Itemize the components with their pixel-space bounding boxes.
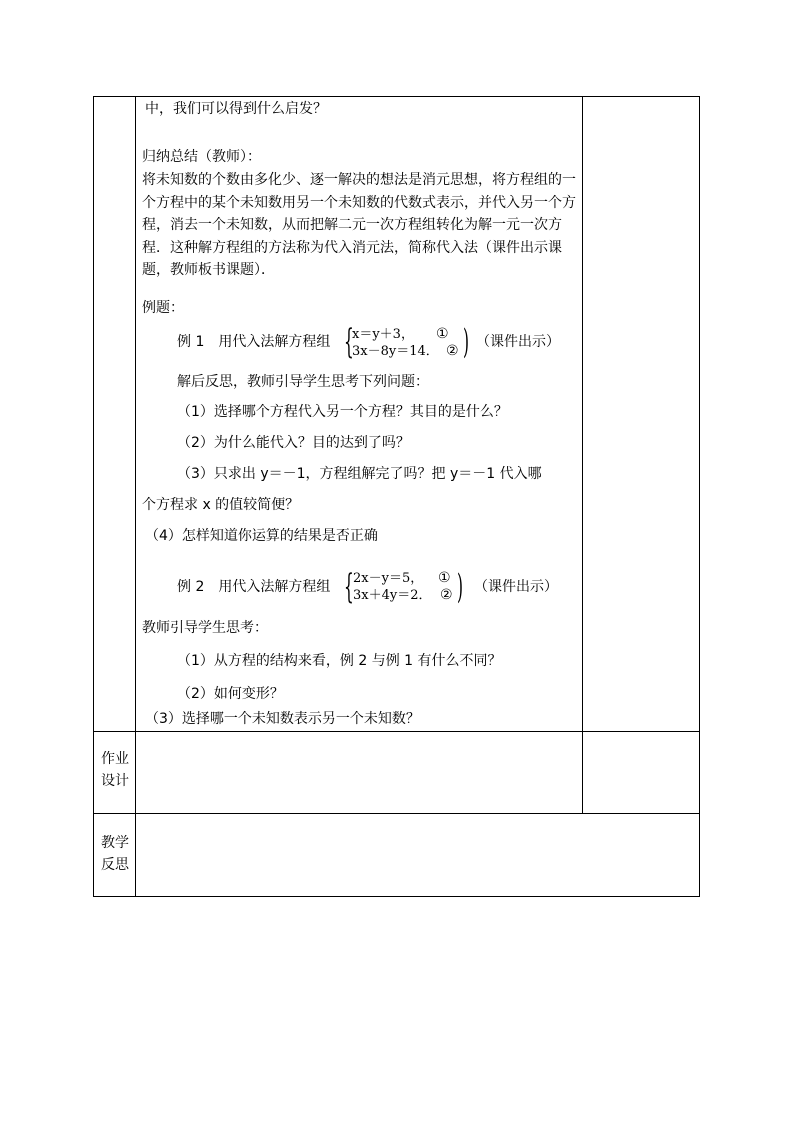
example2-eq2: 3x＋4y＝2． <box>353 588 432 603</box>
example2-label: 例 2 用代入法解方程组 <box>177 579 331 595</box>
question-2: （2）为什么能代入？目的达到了吗？ <box>177 435 410 451</box>
example2-mark2: ② <box>440 587 453 603</box>
question-3-line1: （3）只求出 y＝－1，方程组解完了吗？把 y＝－1 代入哪 <box>177 466 542 482</box>
table-bottom-border <box>93 896 700 897</box>
examples-title: 例题： <box>142 300 184 316</box>
summary-title: 归纳总结（教师）： <box>142 149 261 165</box>
reflection-label-line1: 教学 <box>101 835 129 851</box>
summary-paragraph: 将未知数的个数由多化少、逐一解决的想法是消元思想，将方程组的一个方程中的某个未知数用另一个未知数的代数式表示，并代入另一个方程，消去一个未知数，从而把解二元一次方程组转化为解一元一次方程．这种解方程组的方法称为代入消元法，简称代入法（课件出示课题，教师板书课题）． <box>142 172 576 278</box>
table-top-border <box>93 96 700 97</box>
question-4: （4）怎样知道你运算的结果是否正确 <box>145 528 378 544</box>
column-divider-notes <box>582 96 583 814</box>
example1-right-bracket: ) <box>463 322 469 362</box>
example2-mark1: ① <box>438 570 451 586</box>
question-3-line2: 个方程求 x 的值较简便？ <box>142 497 300 513</box>
example2-left-brace: { <box>344 567 354 607</box>
reflection-intro: 解后反思，教师引导学生思考下列问题： <box>177 374 429 390</box>
homework-label-line2: 设计 <box>101 773 129 789</box>
example1-label: 例 1 用代入法解方程组 <box>177 334 331 350</box>
example1-note: （课件出示） <box>476 334 560 350</box>
intro-line: 中，我们可以得到什么启发？ <box>145 101 327 117</box>
table-left-border <box>93 96 94 897</box>
example2-eq1: 2x－y＝5， <box>353 571 424 586</box>
example2-note: （课件出示） <box>474 579 558 595</box>
homework-label-line1: 作业 <box>101 751 129 767</box>
example1-eq2: 3x－8y＝14． <box>352 344 439 359</box>
question-1: （1）选择哪个方程代入另一个方程？其目的是什么？ <box>177 404 508 420</box>
reflection-label-line2: 反思 <box>101 857 129 873</box>
example2-right-bracket: ) <box>457 567 463 607</box>
guide-question-1: （1）从方程的结构来看，例 2 与例 1 有什么不同？ <box>177 653 502 669</box>
example1-eq1: x＝y＋3， <box>352 327 414 342</box>
teacher-guide: 教师引导学生思考： <box>142 620 268 636</box>
example1-left-brace: { <box>344 322 354 362</box>
column-divider-label <box>135 96 136 897</box>
example1-mark2: ② <box>446 343 459 359</box>
row-divider-reflection <box>93 813 700 814</box>
table-right-border <box>699 96 700 897</box>
row-divider-homework <box>93 731 700 732</box>
example1-mark1: ① <box>436 326 449 342</box>
guide-question-2: （2）如何变形？ <box>177 686 284 702</box>
guide-question-3: （3）选择哪一个未知数表示另一个未知数？ <box>145 711 420 727</box>
